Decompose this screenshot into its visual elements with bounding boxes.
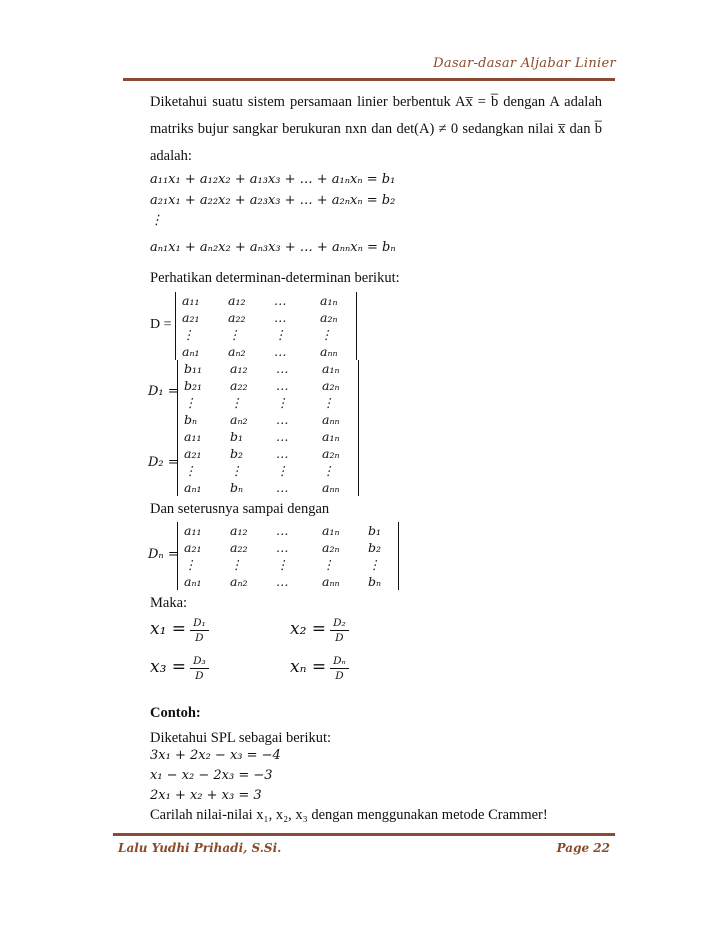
dn-label: Dₙ = xyxy=(148,547,179,562)
spl-eq-1: 3x₁ + 2x₂ − x₃ = −4 xyxy=(150,748,281,763)
system-dots: ⋮ xyxy=(150,213,163,228)
d-label: D = xyxy=(150,317,172,332)
footer-author: Lalu Yudhi Prihadi, S.Si. xyxy=(118,841,282,855)
system-eq-2: a₂₁x₁ + a₂₂x₂ + a₂₃x₃ + … + a₂ₙxₙ = b₂ xyxy=(150,193,396,208)
determinant-d1: b₁₁ a₁₂ … a₁ₙ b₂₁ a₂₂ … a₂ₙ ⋮ ⋮ ⋮ ⋮ bₙ aₙ₂ … aₙₙ xyxy=(177,360,359,428)
contoh-heading: Contoh: xyxy=(150,705,201,721)
dan-seterusnya: Dan seterusnya sampai dengan xyxy=(150,501,330,517)
intro-line-2: matriks bujur sangkar berukuran nxn dan det(A) ≠ 0 sedangkan nilai x̅ dan b̅ xyxy=(150,121,602,137)
task-text: Carilah nilai-nilai x₁, x₂, x₃ dengan menggunakan metode Crammer! xyxy=(150,807,548,823)
spl-eq-2: x₁ − x₂ − 2x₃ = −3 xyxy=(150,768,273,783)
d2-label: D₂ = xyxy=(148,455,179,470)
solution-xn: xₙ = $\frac{\text{Dₙ}}{D}$ xyxy=(290,654,349,683)
spl-eq-3: 2x₁ + x₂ + x₃ = 3 xyxy=(150,788,262,803)
intro-line-1: Diketahui suatu sistem persamaan linier berbentuk Ax̅ = b̅ dengan A adalah xyxy=(150,94,602,110)
system-eq-1: a₁₁x₁ + a₁₂x₂ + a₁₃x₃ + … + a₁ₙxₙ = b₁ xyxy=(150,172,396,187)
determinant-d2: a₁₁ b₁ … a₁ₙ a₂₁ b₂ … a₂ₙ ⋮ ⋮ ⋮ ⋮ aₙ₁ bₙ … aₙₙ xyxy=(177,428,359,496)
header-rule xyxy=(123,78,615,81)
solution-x3: x₃ = $\frac{\text{D₃}}{D}$ xyxy=(150,654,209,683)
system-eq-n: aₙ₁x₁ + aₙ₂x₂ + aₙ₃x₃ + … + aₙₙxₙ = bₙ xyxy=(150,240,396,255)
spl-intro: Diketahui SPL sebagai berikut: xyxy=(150,730,332,746)
footer-rule xyxy=(113,833,615,836)
solution-x2: x₂ = $\frac{\text{D₂}}{D}$ xyxy=(290,616,349,645)
footer-page: Page 22 xyxy=(556,841,610,855)
maka-label: Maka: xyxy=(150,595,188,611)
det-intro: Perhatikan determinan-determinan berikut: xyxy=(150,270,400,286)
header-title: Dasar-dasar Aljabar Linier xyxy=(433,56,616,71)
determinant-d: a₁₁ a₁₂ … a₁ₙ a₂₁ a₂₂ … a₂ₙ ⋮ ⋮ ⋮ ⋮ aₙ₁ aₙ₂ … aₙₙ xyxy=(175,292,357,360)
intro-line-3: adalah: xyxy=(150,148,192,164)
d1-label: D₁ = xyxy=(148,384,179,399)
solution-x1: x₁ = $\frac{\text{D₁}}{D}$ xyxy=(150,616,209,645)
determinant-dn: a₁₁ a₁₂ … a₁ₙ b₁ a₂₁ a₂₂ … a₂ₙ b₂ ⋮ ⋮ ⋮ ⋮ ⋮ aₙ₁ aₙ₂ … aₙₙ bₙ xyxy=(177,522,399,590)
